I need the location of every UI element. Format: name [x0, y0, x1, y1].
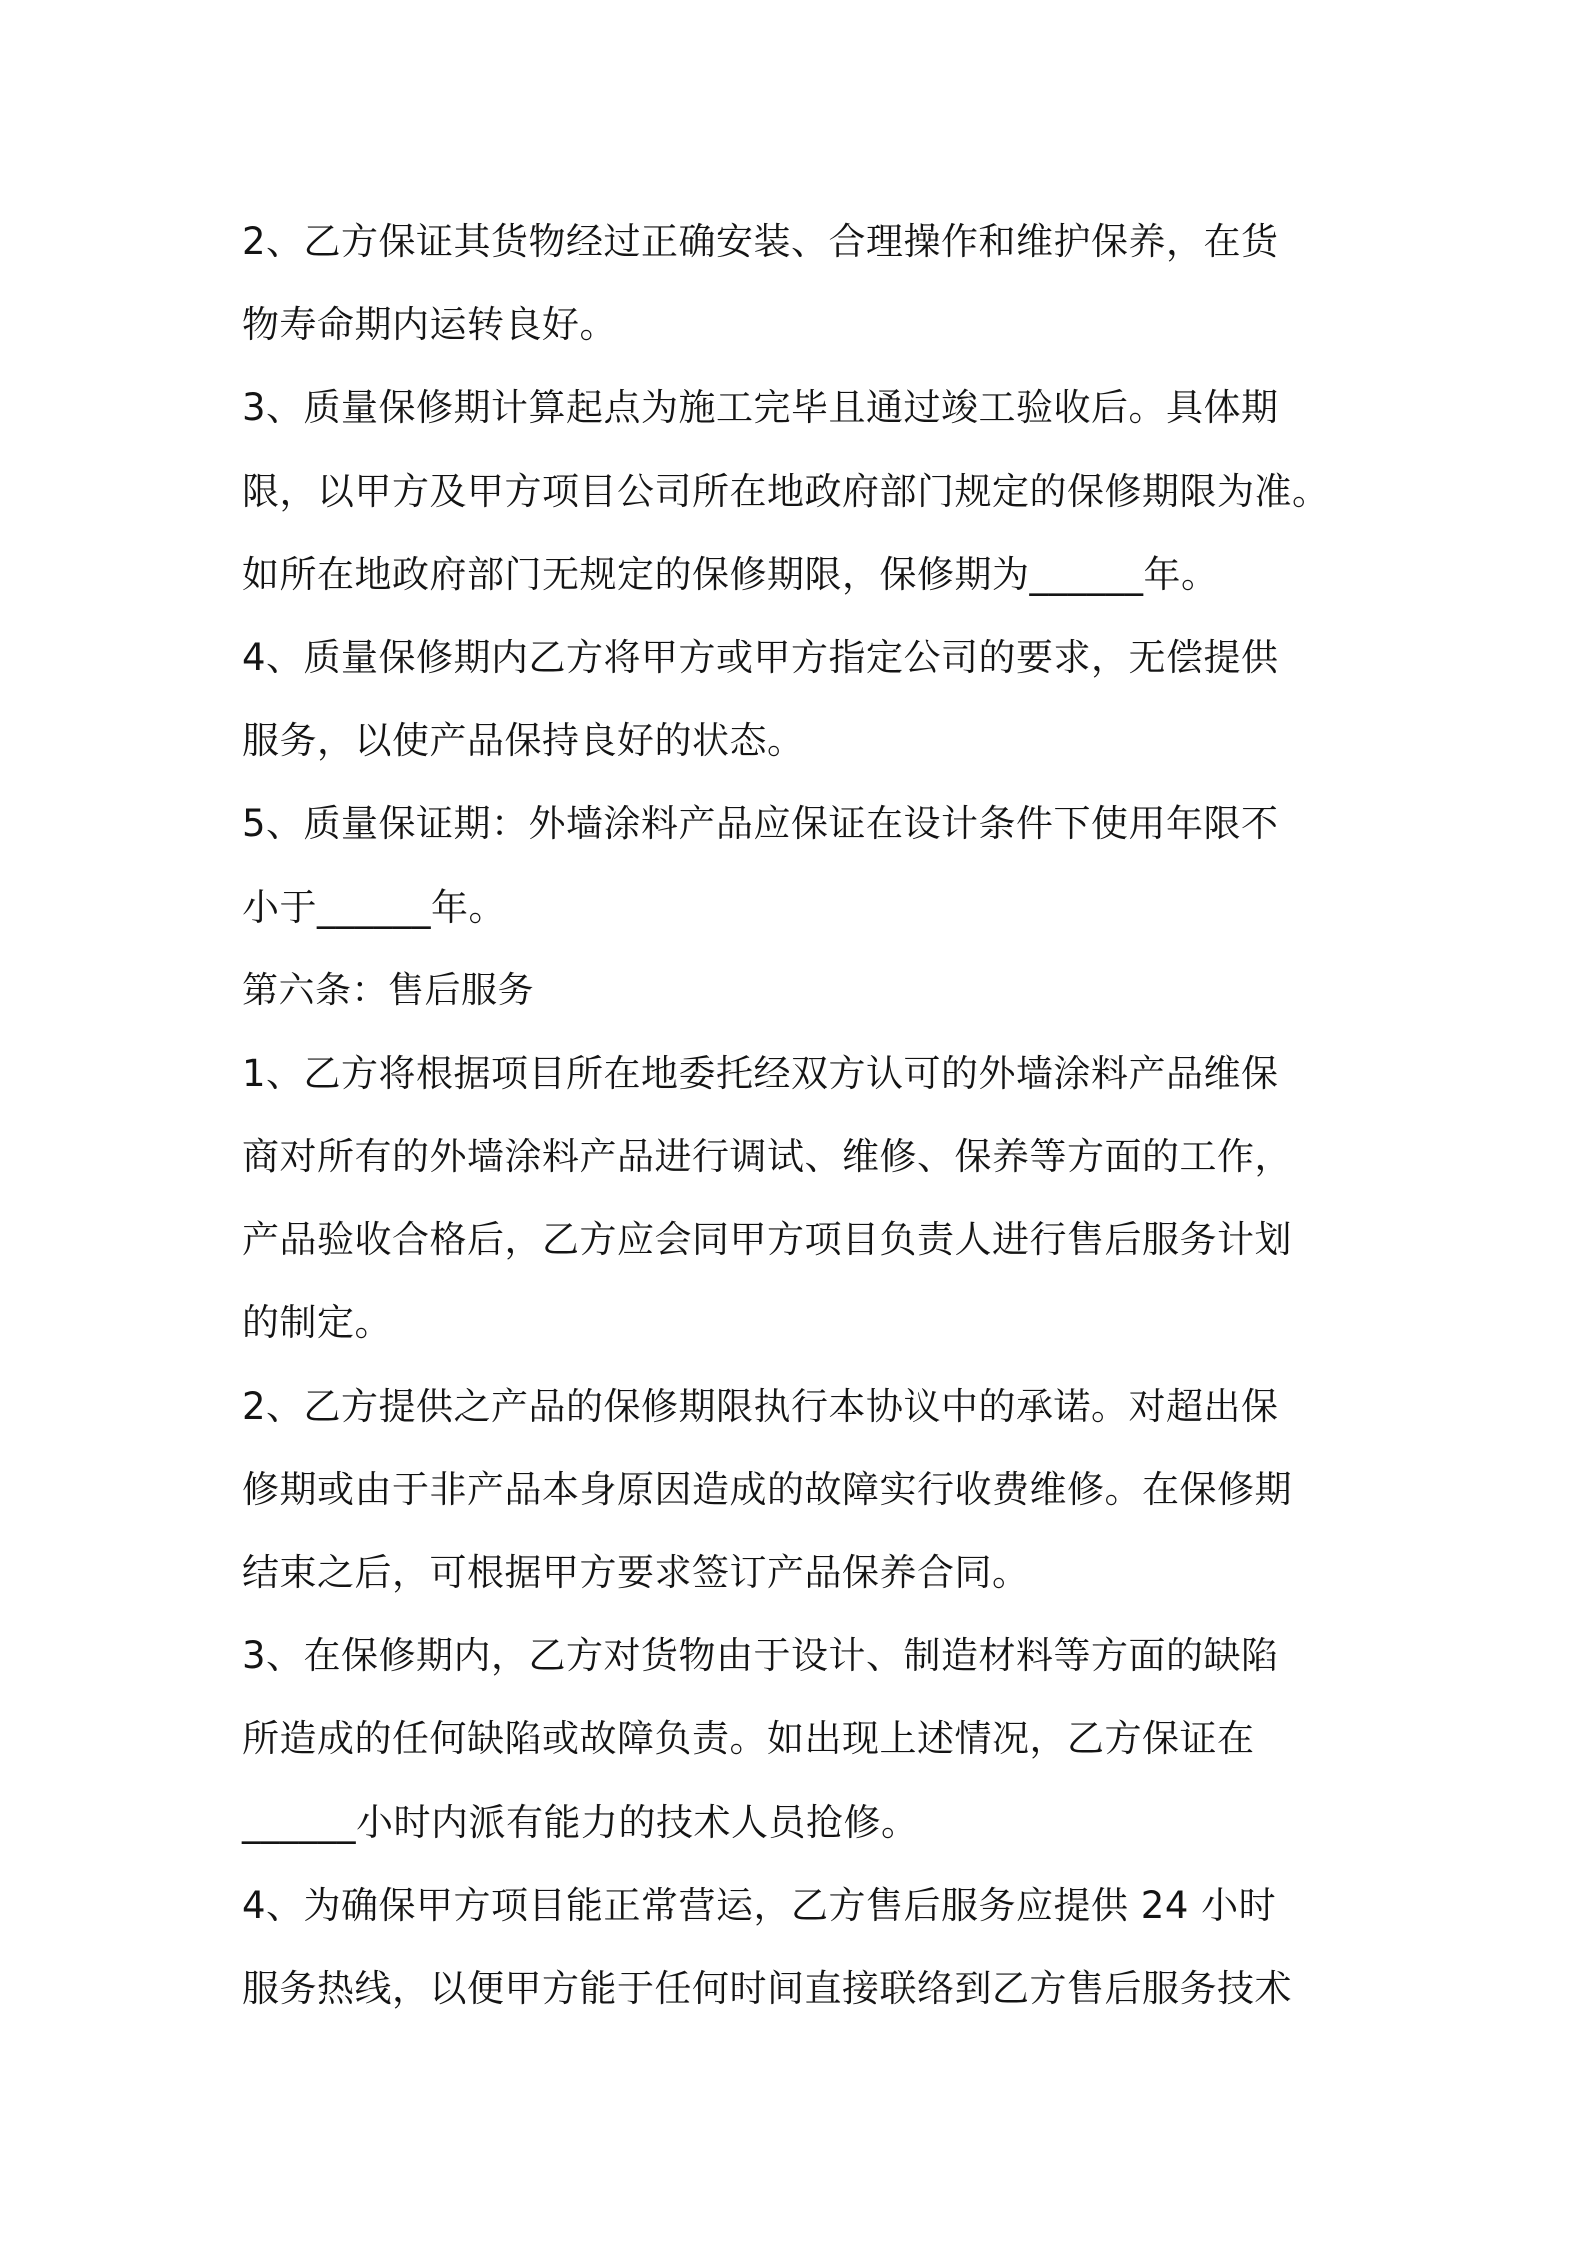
text-line: 物寿命期内运转良好。	[242, 303, 617, 347]
text-line: 所造成的任何缺陷或故障负责。如出现上述情况，乙方保证在	[242, 1717, 1255, 1761]
text-line: 修期或由于非产品本身原因造成的故障实行收费维修。在保修期	[242, 1467, 1292, 1511]
text-line: 限，以甲方及甲方项目公司所在地政府部门规定的保修期限为准。	[242, 469, 1330, 513]
text-line: 1、乙方将根据项目所在地委托经双方认可的外墙涂料产品维保	[242, 1051, 1279, 1095]
text-line: 3、在保修期内，乙方对货物由于设计、制造材料等方面的缺陷	[242, 1634, 1279, 1678]
document-body	[242, 200, 1372, 2030]
text-line: 2、乙方保证其货物经过正确安装、合理操作和维护保养，在货	[242, 220, 1279, 263]
text-line: 小于______年。	[242, 885, 506, 929]
text-line: 产品验收合格后，乙方应会同甲方项目负责人进行售后服务计划	[242, 1218, 1292, 1262]
text-line: 服务热线，以便甲方能于任何时间直接联络到乙方售后服务技术	[242, 1966, 1292, 2010]
text-line: 结束之后，可根据甲方要求签订产品保养合同。	[242, 1551, 1030, 1594]
text-line: ______小时内派有能力的技术人员抢修。	[242, 1800, 919, 1844]
text-line: 4、为确保甲方项目能正常营运，乙方售后服务应提供 24 小时	[242, 1883, 1277, 1927]
text-line: 服务，以使产品保持良好的状态。	[242, 719, 805, 763]
text-line: 5、质量保证期：外墙涂料产品应保证在设计条件下使用年限不	[242, 802, 1279, 846]
section-heading: 第六条：售后服务	[242, 969, 535, 1011]
text-line: 4、质量保修期内乙方将甲方或甲方指定公司的要求，无偿提供	[242, 635, 1279, 679]
text-line: 3、质量保修期计算起点为施工完毕且通过竣工验收后。具体期	[242, 386, 1279, 430]
text-line: 的制定。	[242, 1301, 392, 1345]
text-line: 如所在地政府部门无规定的保修期限，保修期为______年。	[242, 552, 1219, 596]
text-line: 商对所有的外墙涂料产品进行调试、维修、保养等方面的工作，	[242, 1135, 1292, 1179]
text-line: 2、乙方提供之产品的保修期限执行本协议中的承诺。对超出保	[242, 1384, 1279, 1428]
